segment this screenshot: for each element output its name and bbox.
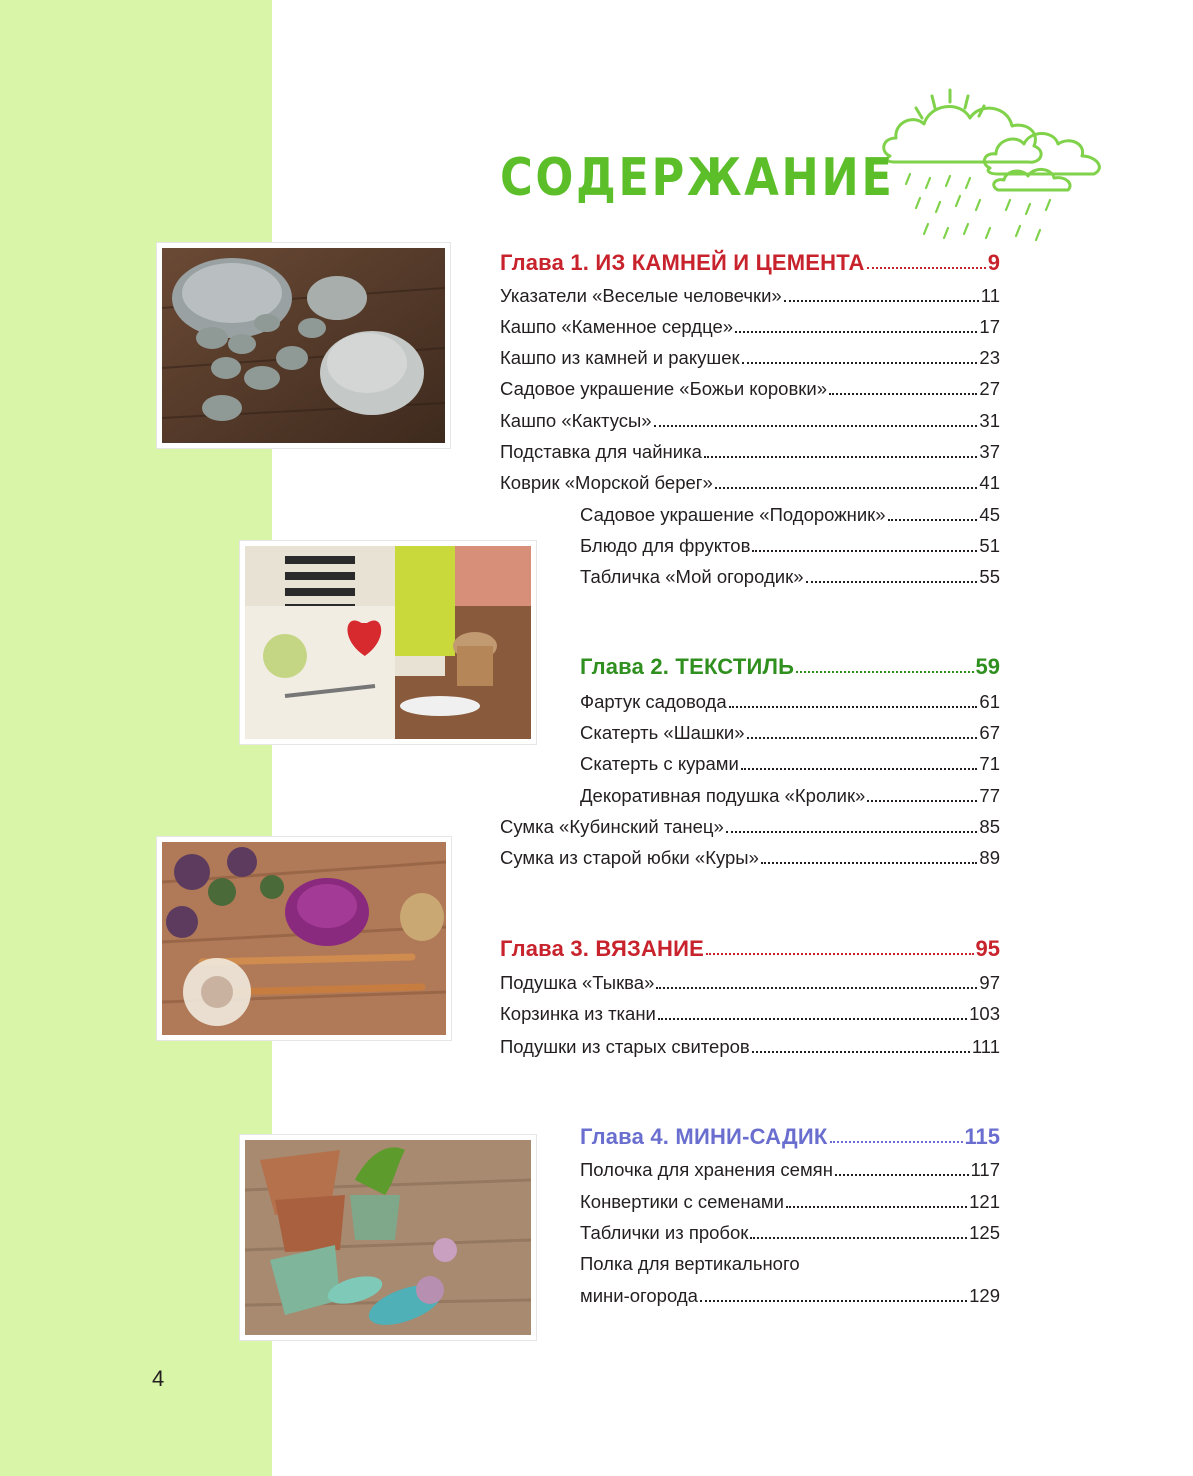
toc-item-label: Кашпо «Кактусы» <box>500 410 652 431</box>
toc-item-label: Подушка «Тыква» <box>500 972 655 993</box>
toc-item-label: Полка для вертикального <box>580 1253 800 1274</box>
toc-item-label: Декоративная подушка «Кролик» <box>580 785 866 806</box>
toc-item[interactable] <box>500 374 1000 404</box>
dot-leader <box>806 581 978 583</box>
dot-leader <box>747 737 978 739</box>
toc-item-label: Кашпо из камней и ракушек <box>500 347 740 368</box>
toc-chapter-3-label: Глава 3. ВЯЗАНИЕ <box>500 936 705 961</box>
dot-leader <box>729 706 978 708</box>
dot-leader <box>715 487 978 489</box>
toc-item-label: Корзинка из ткани <box>500 1003 656 1024</box>
toc-item[interactable] <box>580 1155 1000 1185</box>
dot-leader <box>867 267 986 269</box>
dot-leader <box>726 831 978 833</box>
toc-item-page: 45 <box>979 504 1000 525</box>
dot-leader <box>741 768 978 770</box>
dot-leader <box>761 862 978 864</box>
toc-item-page: 67 <box>979 722 1000 743</box>
toc-item-label: Подушки из старых свитеров <box>500 1036 750 1057</box>
toc-item[interactable] <box>500 437 1000 467</box>
dot-leader <box>700 1300 967 1302</box>
dot-leader <box>750 1237 967 1239</box>
toc-item-page: 17 <box>979 316 1000 337</box>
toc-item-page: 97 <box>979 972 1000 993</box>
toc-item-page: 103 <box>969 1003 1000 1024</box>
toc-chapter-3-page: 95 <box>975 936 1000 961</box>
toc-item-page: 31 <box>979 410 1000 431</box>
toc-item[interactable] <box>500 406 1000 436</box>
toc-chapter-2-page: 59 <box>975 654 1000 679</box>
toc-item[interactable] <box>500 281 1000 311</box>
toc-item-page: 125 <box>969 1222 1000 1243</box>
toc-item[interactable] <box>500 999 1000 1029</box>
toc-chapter-2-label: Глава 2. ТЕКСТИЛЬ <box>580 654 795 679</box>
toc-item-page: 111 <box>971 1036 1000 1057</box>
toc-item[interactable] <box>580 531 1000 561</box>
toc-item-page: 23 <box>979 347 1000 368</box>
page-title: СОДЕРЖАНИЕ <box>500 148 895 208</box>
toc-chapter-2[interactable] <box>580 652 1000 682</box>
dot-leader <box>786 1206 967 1208</box>
toc-item-page: 27 <box>979 378 1000 399</box>
toc-chapter-4-page: 115 <box>964 1124 1000 1149</box>
dot-leader <box>835 1174 969 1176</box>
toc-item-label: Скатерть с курами <box>580 753 739 774</box>
toc-item-label: Указатели «Веселые человечки» <box>500 285 782 306</box>
toc-item[interactable] <box>580 1281 1000 1311</box>
photo-knitting <box>157 837 451 1040</box>
toc-item-label: Сумка из старой юбки «Куры» <box>500 847 759 868</box>
toc-chapter-4[interactable] <box>580 1122 1000 1152</box>
green-side-strip <box>0 0 272 1476</box>
dot-leader <box>752 1051 970 1053</box>
toc-item-label: мини-огорода <box>580 1285 698 1306</box>
toc-item-page: 41 <box>979 472 1000 493</box>
toc-chapter-1-label: Глава 1. ИЗ КАМНЕЙ И ЦЕМЕНТА <box>500 250 865 275</box>
toc-item-label: Сумка «Кубинский танец» <box>500 816 724 837</box>
toc-item-label: Кашпо «Каменное сердце» <box>500 316 734 337</box>
toc-item-label: Конвертики с семенами <box>580 1191 784 1212</box>
toc-item-label: Подставка для чайника <box>500 441 702 462</box>
toc-chapter-3[interactable] <box>500 934 1000 964</box>
dot-leader <box>742 362 978 364</box>
toc-item-page: 61 <box>979 691 1000 712</box>
toc-item[interactable] <box>500 812 1000 842</box>
toc-item[interactable] <box>580 749 1000 779</box>
toc-item-label: Блюдо для фруктов <box>580 535 751 556</box>
toc-item-page: 77 <box>979 785 1000 806</box>
toc-item[interactable] <box>500 1032 1000 1062</box>
toc-item-page: 89 <box>979 847 1000 868</box>
toc-item[interactable] <box>580 687 1000 717</box>
toc-item[interactable] <box>580 1187 1000 1217</box>
toc-item[interactable] <box>500 312 1000 342</box>
photo-stones <box>157 243 450 448</box>
toc-item-label: Скатерть «Шашки» <box>580 722 745 743</box>
dot-leader <box>656 987 977 989</box>
toc-item[interactable] <box>580 500 1000 530</box>
dot-leader <box>784 300 979 302</box>
toc-item-page: 71 <box>979 753 1000 774</box>
toc-item-page: 85 <box>979 816 1000 837</box>
dot-leader <box>706 953 973 955</box>
toc-item[interactable] <box>500 343 1000 373</box>
toc-item[interactable] <box>580 562 1000 592</box>
toc-item[interactable] <box>500 468 1000 498</box>
toc-item-label: Садовое украшение «Подорожник» <box>580 504 886 525</box>
toc-item-label: Табличка «Мой огородик» <box>580 566 804 587</box>
toc-item-label: Фартук садовода <box>580 691 727 712</box>
toc-item[interactable] <box>500 843 1000 873</box>
dot-leader <box>830 1141 963 1143</box>
photo-garden <box>240 1135 536 1340</box>
toc-chapter-1-page: 9 <box>987 250 1000 275</box>
dot-leader <box>888 519 978 521</box>
photo-textile <box>240 541 536 744</box>
toc-item[interactable] <box>580 718 1000 748</box>
toc-item-page: 121 <box>969 1191 1000 1212</box>
toc-item[interactable] <box>580 1218 1000 1248</box>
toc-item-page: 11 <box>980 285 1000 306</box>
toc-item-label: Садовое украшение «Божьи коровки» <box>500 378 828 399</box>
dot-leader <box>752 550 977 552</box>
toc-item-label: Таблички из пробок <box>580 1222 749 1243</box>
toc-item-page: 129 <box>969 1285 1000 1306</box>
dot-leader <box>654 425 978 427</box>
toc-item[interactable] <box>580 781 1000 811</box>
toc-item-page: 37 <box>979 441 1000 462</box>
page-number: 4 <box>152 1366 165 1391</box>
dot-leader <box>796 671 973 673</box>
dot-leader <box>704 456 978 458</box>
toc-item[interactable] <box>580 1249 1000 1279</box>
dot-leader <box>867 800 977 802</box>
toc-item-page: 55 <box>979 566 1000 587</box>
dot-leader <box>829 393 977 395</box>
toc-item[interactable] <box>500 968 1000 998</box>
toc-item-label: Коврик «Морской берег» <box>500 472 713 493</box>
toc-chapter-4-label: Глава 4. МИНИ-САДИК <box>580 1124 828 1149</box>
toc-item-page: 51 <box>979 535 1000 556</box>
cloud-rain-icon <box>880 78 1120 258</box>
dot-leader <box>658 1018 967 1020</box>
toc-item-page: 117 <box>970 1159 1000 1180</box>
toc-chapter-1[interactable] <box>500 248 1000 278</box>
toc-item-label: Полочка для хранения семян <box>580 1159 833 1180</box>
dot-leader <box>735 331 977 333</box>
